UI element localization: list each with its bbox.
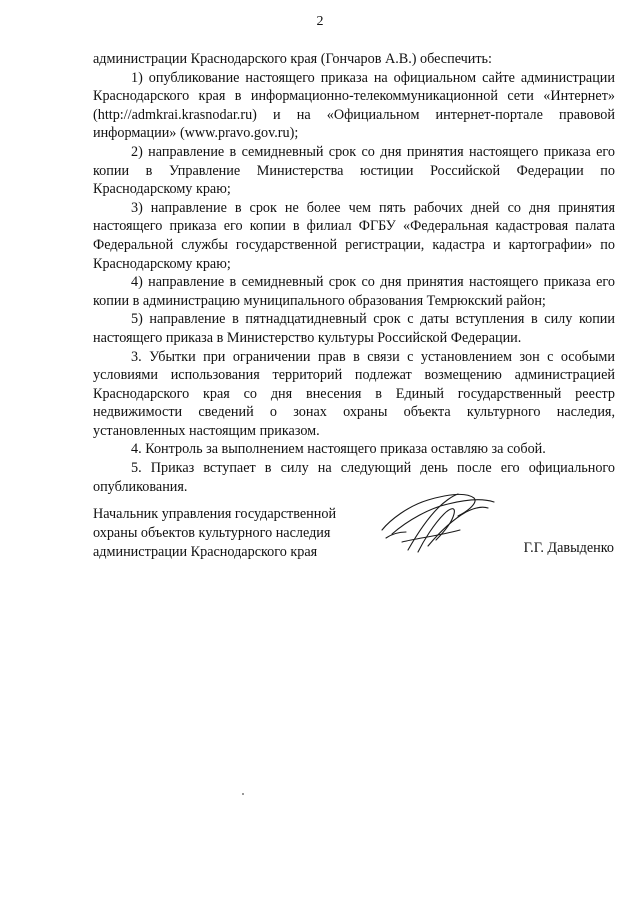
signer-title-line: администрации Краснодарского края [93, 543, 318, 560]
paragraph: администрации Краснодарского края (Гончаров А.В.) обеспечить: [93, 51, 492, 67]
paragraph: 5) направление в пятнадцатидневный срок с даты вступления в силу копии настоящего приказа в Министерство культуры Российской Федерации. [93, 311, 615, 346]
paragraph: 3. Убытки при ограничении прав в связи с установлением зон с особыми условиями использования территорий подлежат возмещению администрацией Краснодарского края со дня внесения в Единый государственный реестр недвижимости сведений о зонах охраны объекта культурного наследия, установленных настоящим приказом. [93, 348, 615, 439]
signer-name: Г.Г. Давыденко [523, 540, 614, 556]
document-body [93, 50, 615, 496]
signer-title-line: Начальник управления государственной [93, 506, 337, 522]
paragraph: 4. Контроль за выполнением настоящего приказа оставляю за собой. [131, 441, 546, 458]
signer-title [93, 505, 336, 561]
scan-speck [242, 793, 244, 795]
paragraph: 5. Приказ вступает в силу на следующий день после его официального опубликования. [93, 460, 615, 495]
paragraph: 4) направление в семидневный срок со дня принятия настоящего приказа его копии в администрацию муниципального образования Темрюкский район; [93, 274, 615, 309]
signature-block [93, 505, 615, 565]
paragraph: 3) направление в срок не более чем пять рабочих дней со дня принятия настоящего приказа его копии в филиал ФГБУ «Федеральная кадастровая палата Федеральной службы государственной регистрации, кадастра и картографии» по Краснодарскому краю; [93, 199, 615, 272]
paragraph: 2) направление в семидневный срок со дня принятия настоящего приказа его копии в Управление Министерства юстиции Российской Федерации по Краснодарскому краю; [93, 143, 615, 198]
page-number: 2 [316, 14, 324, 29]
paragraph: 1) опубликование настоящего приказа на официальном сайте администрации Краснодарского края в информационно-телекоммуникационной сети «Интернет» (http://admkrai.krasnodar.ru) и на «Официальном интернет-портале правовой информации» (www.pravo.gov.ru); [93, 69, 615, 142]
signer-title-line: охраны объектов культурного наследия [93, 524, 331, 541]
